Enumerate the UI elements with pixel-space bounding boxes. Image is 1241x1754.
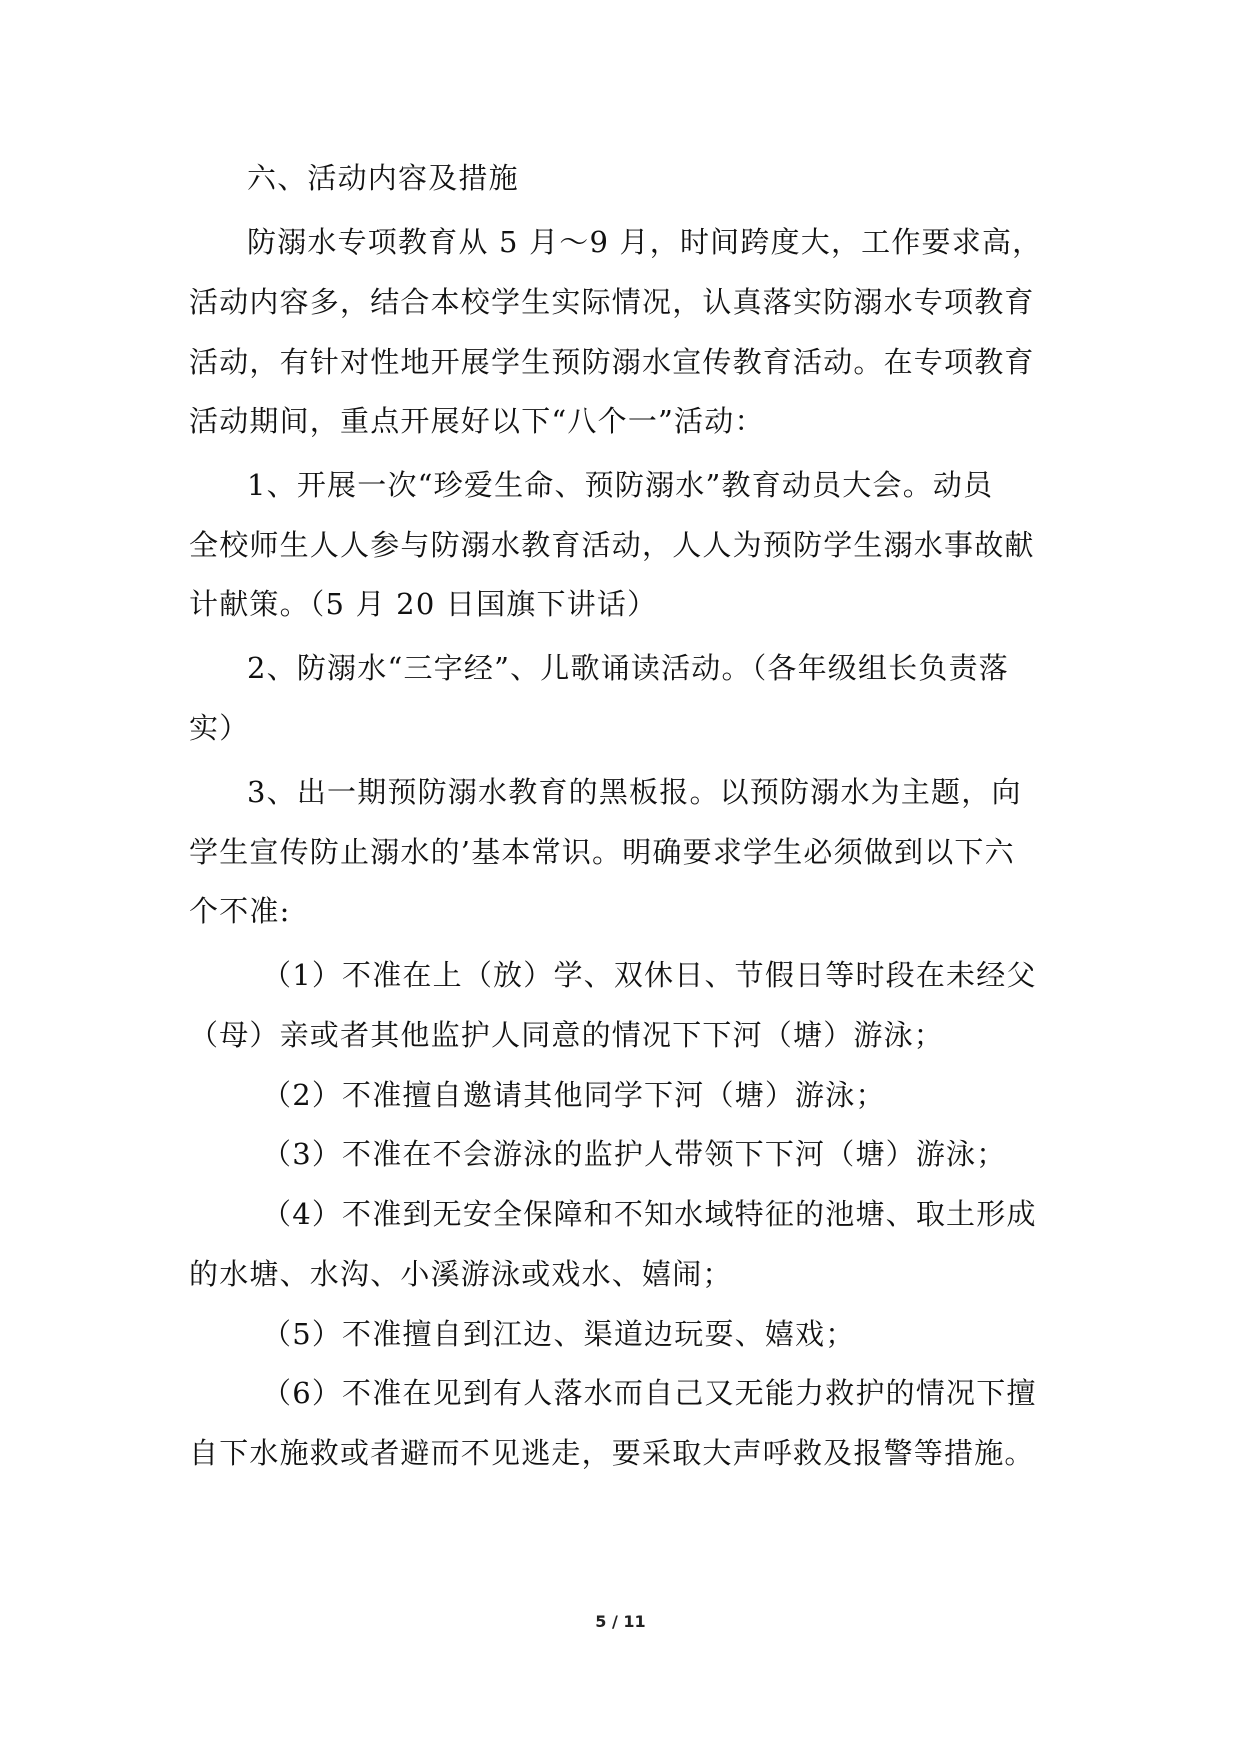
list-item-line: （6）不准在见到有人落水而自己又无能力救护的情况下擅 [262, 1376, 1037, 1410]
paragraph-line: 1、开展一次“珍爱生命、预防溺水”教育动员大会。动员 [247, 468, 994, 502]
list-item-line: （母）亲或者其他监护人同意的情况下下河（塘）游泳； [189, 1018, 945, 1052]
paragraph-line: 活动，有针对性地开展学生预防溺水宣传教育活动。在专项教育 [189, 345, 1035, 379]
list-item-line: 自下水施救或者避而不见逃走，要采取大声呼救及报警等措施。 [189, 1436, 1035, 1470]
list-item-line: （5）不准擅自到江边、渠道边玩耍、嬉戏； [262, 1317, 856, 1351]
paragraph-line: 2、防溺水“三字经”、儿歌诵读活动。（各年级组长负责落 [247, 651, 1010, 685]
paragraph-line: 活动内容多，结合本校学生实际情况，认真落实防溺水专项教育 [189, 285, 1035, 319]
list-item-line: （3）不准在不会游泳的监护人带领下下河（塘）游泳； [262, 1137, 1007, 1171]
paragraph-line: 全校师生人人参与防溺水教育活动，人人为预防学生溺水事故献 [189, 528, 1035, 562]
paragraph-line: 学生宣传防止溺水的’基本常识。明确要求学生必须做到以下六 [189, 835, 1015, 869]
list-item-line: 的水塘、水沟、小溪游泳或戏水、嬉闹； [189, 1257, 733, 1291]
paragraph-line: 防溺水专项教育从 5 月～9 月，时间跨度大，工作要求高， [247, 225, 1043, 259]
list-item-line: （2）不准擅自邀请其他同学下河（塘）游泳； [262, 1078, 886, 1112]
page-number: 5 / 11 [595, 1612, 646, 1631]
paragraph-line: 活动期间，重点开展好以下“八个一”活动： [189, 404, 765, 438]
section-heading: 六、活动内容及措施 [247, 161, 519, 195]
list-item-line: （1）不准在上（放）学、双休日、节假日等时段在未经父 [262, 958, 1037, 992]
list-item-line: （4）不准到无安全保障和不知水域特征的池塘、取土形成 [262, 1197, 1037, 1231]
paragraph-line: 计献策。（5 月 20 日国旗下讲话） [189, 587, 658, 621]
paragraph-line: 个不准: [189, 894, 291, 928]
paragraph-line: 3、出一期预防溺水教育的黑板报。以预防溺水为主题，向 [247, 775, 1022, 809]
paragraph-line: 实） [189, 711, 250, 745]
